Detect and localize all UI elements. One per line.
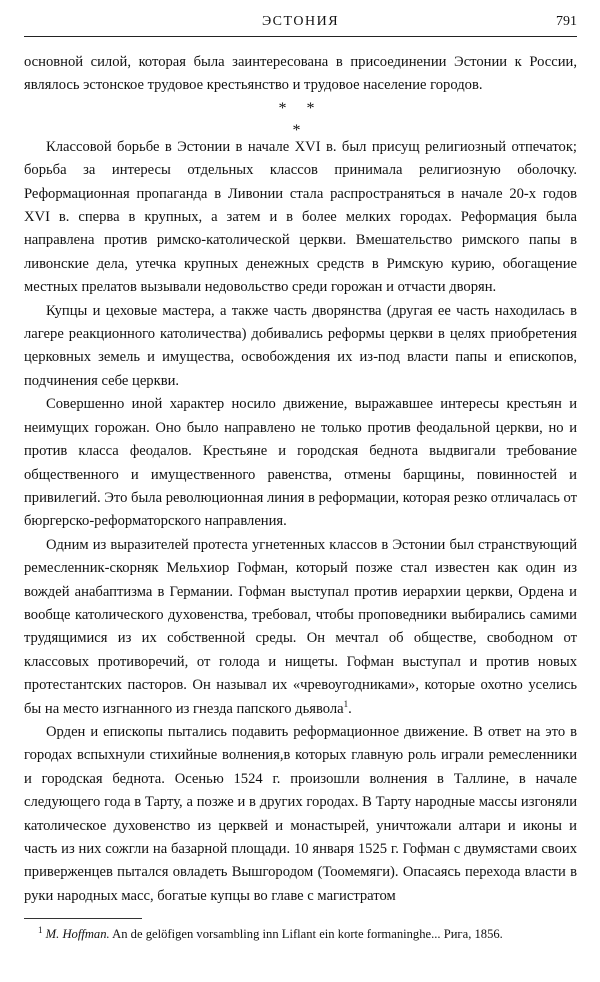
paragraph-text: Одним из выразителей протеста угнетенных классов в Эстонии был странствующий ремесленник-скорняк Мельхиор Гофман, который позже стал известен как один из вождей анабаптизма в Германии. Гофман выступал против иерархии церкви, Ордена и вообще католического духовенства, требовал, чтобы проповедники выбирались самими трудящимися из их собственной среды. Он мечтал об обществе, свободном от классовых противоречий, от голода и нищеты. Гофман выступал и против новых протестантских пасторов. Он называл их «чревоугодниками», которые охотно уселись бы на место изгнанного из гнезда папского дьявола (24, 536, 577, 717)
asterism-top: * * (278, 99, 323, 117)
paragraph: Классовой борьбе в Эстонии в начале XVI в. был присущ религиозный отпечаток; борьба за интересы отдельных классов принимала религиозную оболочку. Реформационная пропаганда в Ливонии стала распространяться в начале 20-х годов XVI в. сперва в крупных, а затем и в более мелких городах. Реформация была направлена против римско-католической церкви. Вмешательство римского папы в ливонские дела, утечка крупных денежных средств в Римскую курию, обогащение местных прелатов вызывали недовольство среди горожан и отчасти дворян. (24, 138, 577, 296)
running-title: ЭСТОНИЯ (261, 14, 340, 29)
paragraph: Совершенно иной характер носило движение, выражавшее интересы крестьян и неимущих горожан. Оно было направлено не только против феодальной церкви, но и против класса феодалов. Крестьяне и городская беднота выдвигали требование общественного и имущественного равенства, отмены барщины, повинностей и привилегий. Это была революционная линия в реформации, которая резко отличалась от бюргерско-реформаторского направления. (24, 396, 577, 530)
footnote-author: M. Hoffman. (45, 927, 110, 942)
footnote-number: 1 (38, 925, 43, 936)
footnote-text: An de gelöfigen vorsambling inn Liflant ein korte formaninghe... Рига, 1856. (112, 927, 503, 942)
paragraph: Орден и епископы пытались подавить реформационное движение. В ответ на это в городах вспыхнули стихийные волнения,в которых главную роль играли ремесленники и городская беднота. Осенью 1524 г. произошли волнения в Таллине, в начале следующего года в Тарту, а позже и в других городах. В Тарту народные массы изгоняли католическое духовенство из церквей и монастырей, уничтожали алтари и иконы и часть из них сожгли на базарной площади. 10 января 1525 г. Гофман с двумястами своих приверженцев пытался овладеть Вышгородом (Тоомемяги). Опасаясь перехода власти в руки народных масс, богатые купцы во главе с магистратом (24, 723, 577, 904)
paragraph-end: . (348, 700, 352, 717)
book-page (24, 14, 577, 944)
paragraph-continued: основной силой, которая была заинтересована в присоединении Эстонии к России, являлось эстонское трудовое крестьянство и трудовое население городов. (24, 54, 577, 94)
page-header (24, 14, 577, 37)
section-asterism (24, 99, 577, 139)
paragraph: Купцы и цеховые мастера, а также часть дворянства (другая ее часть находилась в лагере реакционного католичества) добивались реформы церкви в целях приобретения церковных земель и имущества, освобождения их из-под власти папы и епископов, подчинения себе церкви. (24, 302, 577, 389)
asterism-bottom: * (292, 121, 309, 139)
main-text (24, 51, 577, 908)
paragraph (24, 534, 577, 721)
page-number: 791 (556, 14, 577, 29)
footnote-reference: 1 (343, 698, 349, 709)
footnote (24, 925, 577, 944)
footnote-divider (24, 918, 142, 919)
